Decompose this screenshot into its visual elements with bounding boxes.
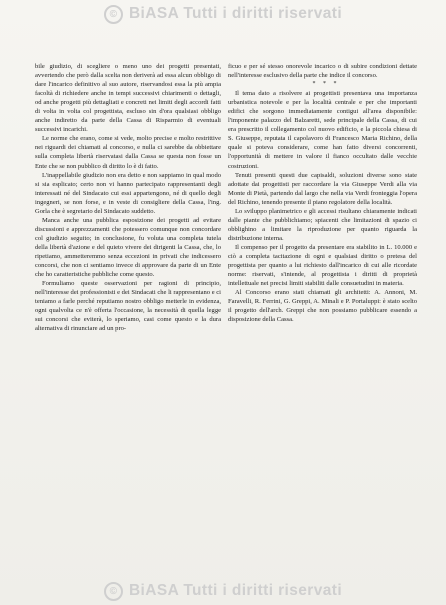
paragraph: Al Concorso erano stati chiamati gli architetti: A. Annoni, M. Faravelli, R. Ferrini, G. Greppi, A. Minali e P. Portaluppi: è stato scelto il progetto dell'arch. Greppi che non possiamo pubblicare essendo a disposizione della Cassa. (228, 289, 417, 324)
paragraph: Le norme che erano, come si vede, molto precise e molto restrittive nei riguardi dei chiamati al concorso, e nulla ci sarebbe da obbiettare sulla completa libertà riservatasi dalla Cassa se questa non fosse un Ente che se non pubblico di diritto lo è di fatto. (35, 135, 221, 170)
paragraph: ficuo e per sé stesso onorevole incarico o di subire condizioni dettate nell'interesse esclusivo della parte che indice il concorso. (228, 63, 417, 80)
paragraph: bile giudizio, di scegliere o meno uno dei progetti presentati, avvertendo che però dalla scelta non deriverà ad essa alcun obbligo di dare l'incarico definitivo al suo autore, riservandosi essa la più ampia facoltà di richiedere anche in tempi successivi chiarimenti o dettagli, od anche progetti più dettagliati e concreti nei limiti degli accordi fatti di volta in volta col progettista, escluso sin d'ora qualsiasi obbligo anche indiretto da parte della Cassa di Risparmio di eventuali successivi incarichi. (35, 63, 221, 134)
watermark-top (0, 0, 446, 28)
paragraph: L'inappellabile giudizio non era detto e non sappiamo in qual modo si sia esplicato; certo non vi hanno partecipato rappresentanti degli interessati né del Sindacato cui essi appartengono, né di quello degli ingegneri, se non forse, e in veste di consigliere della Cassa, l'ing. Gorla che è segretario del Sindacato suddetto. (35, 171, 221, 215)
section-separator: * * * (312, 81, 340, 88)
copyright-icon: © (104, 582, 123, 601)
paragraph: Il tema dato a risolvere ai progettisti presentava una importanza urbanistica notevole e per la località centrale e per che importanti edifici che sorgono immediatamente contigui all'area disponibile: l'imponente palazzo del Balzaretti, sede principale della Cassa, di cui era prescritto il collegamento col nuovo edificio, e la piccola chiesa di S. Giuseppe, reputata il capolavoro di Francesco Maria Richino, della quale si poteva considerare, come han fatto diversi concorrenti, l'opportunità di mettere in valore il fianco occultato dalle vecchie costruzioni. (228, 90, 417, 170)
paragraph: Tenuti presenti questi due capisaldi, soluzioni diverse sono state adottate dai progettisti per raccordare la via Giuseppe Verdi alla via Monte di Pietà, partendo dal largo che nella via Verdi fronteggia l'opera del Richino, tenendo presente il piano regolatore della località. (228, 171, 417, 206)
watermark-bottom (0, 577, 446, 605)
watermark-text: BiASA Tutti i diritti riservati (128, 582, 343, 599)
copyright-icon: © (104, 5, 123, 24)
paragraph: Lo sviluppo planimetrico e gli accessi risultano chiaramente indicati dalle piante che pubblichiamo; spiacenti che limitazioni di spazio ci obblighino a limitare la riproduzione per quanto riguarda la distribuzione interna. (228, 207, 417, 242)
paragraph: Formuliamo queste osservazioni per ragioni di principio, nell'interesse dei professionisti e dei Sindacati che li rappresentano e ci teniamo a farle perché reputiamo nostro obbligo metterle in evidenza, ogni qualvolta ce n'è offerta l'occasione, la necessità di quella legge sui concorsi che eviterà, lo speriamo, casi come questo e la dura alternativa di rinunciare ad un pro- (35, 280, 221, 333)
text-column-right (228, 62, 417, 517)
watermark-text: BiASA Tutti i diritti riservati (128, 5, 343, 22)
paragraph: Manca anche una pubblica esposizione dei progetti ad evitare discussioni e apprezzamenti che potessero comunque non concordare col giudizio seguito; in conclusione, fu voluta una completa tutela della libertà d'azione e del quieto vivere dei dirigenti la Cassa, che, lo ripetiamo, ammetteremmo senza eccezioni in privati che indicessero concorsi, che non ci sentiamo invece di approvare da parte di un Ente che ho caratteristiche pubbliche come questo. (35, 216, 221, 279)
paragraph: Il compenso per il progetto da presentare era stabilito in L. 10.000 e ciò a completa tacitazione di ogni e qualsiasi diritto o pretesa del progettista per quanto a lui richiesto dall'incarico di cui alle ricordate norme: riservati, s'intende, al progettista i diritti di proprietà intellettuale nei precisi limiti stabiliti dalle consuetudini in materia. (228, 243, 417, 288)
text-column-left (35, 62, 221, 517)
